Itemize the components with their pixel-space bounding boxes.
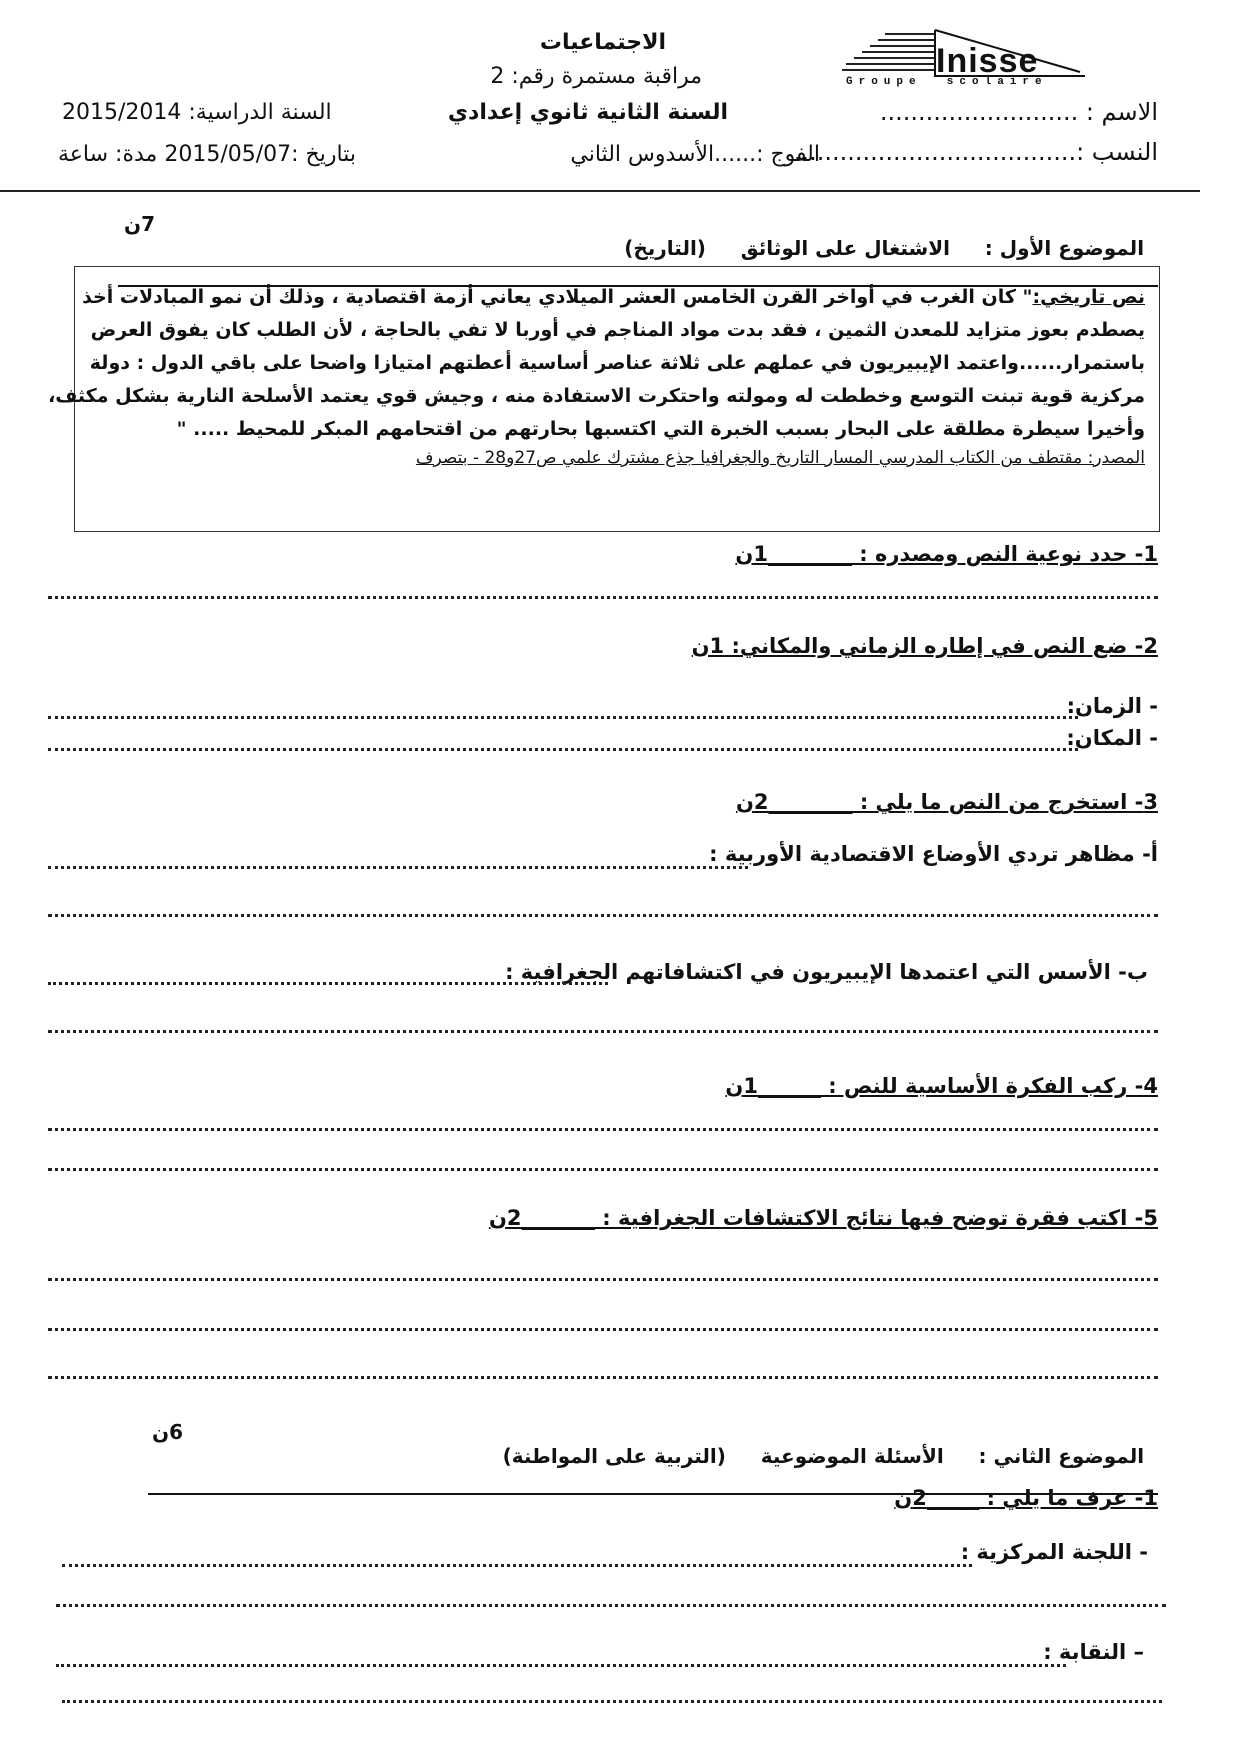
text-source: المصدر: مقتطف من الكتاب المدرسي المسار التاريخ والجغرافيا جذع مشترك علمي ص27و28 - بتصرف xyxy=(415,448,1145,468)
answer-line[interactable] xyxy=(48,1376,1158,1379)
union-label: – النقابة : xyxy=(1043,1640,1144,1664)
answer-line[interactable] xyxy=(48,748,1078,751)
answer-line[interactable] xyxy=(48,914,1158,917)
question-5: 5- اكتب فقرة توضح فيها نتائج الاكتشافات الجغرافية : _______2ن xyxy=(488,1206,1158,1230)
answer-line[interactable] xyxy=(56,1604,1166,1607)
historical-text-box xyxy=(48,266,1160,532)
answer-line[interactable] xyxy=(48,982,608,985)
question-3: 3- استخرج من النص ما يلي : ________2ن xyxy=(735,790,1158,814)
text-label: نص تاريخي: xyxy=(1032,286,1145,308)
text-line-1: نص تاريخي:" كان الغرب في أواخر القرن الخامس العشر الميلادي يعاني أزمة اقتصادية ، وذلك أن نمو المبادلات أخذ xyxy=(82,286,1145,308)
header-divider xyxy=(0,190,1200,192)
question-3a: أ- مظاهر تردي الأوضاع الاقتصادية الأوربية : xyxy=(709,842,1158,866)
question-2: 2- ضع النص في إطاره الزماني والمكاني: 1ن xyxy=(691,634,1158,658)
student-name-field[interactable]: الاسم : .......................... xyxy=(879,98,1158,126)
answer-line[interactable] xyxy=(48,1328,1158,1331)
answer-line[interactable] xyxy=(48,1030,1158,1033)
text-line-3: باستمرار......واعتمد الإيبيريون في عملهم على ثلاثة عناصر أساسية أعطتهم امتيازا واضحا على باقي الدول : دولة xyxy=(89,352,1145,374)
topic2-title: الموضوع الثاني : الأسئلة الموضوعية (التربية على المواطنة) xyxy=(502,1444,1145,1468)
level-label: السنة الثانية ثانوي إعدادي xyxy=(447,100,728,125)
exam-date: بتاريخ :2015/05/07 مدة: ساعة xyxy=(58,142,356,167)
answer-line[interactable] xyxy=(62,1564,972,1567)
answer-line[interactable] xyxy=(48,1278,1158,1281)
school-year: السنة الدراسية: 2015/2014 xyxy=(62,100,332,125)
group-label: الفوج :......الأسدوس الثاني xyxy=(570,142,820,167)
exam-title: مراقبة مستمرة رقم: 2 xyxy=(490,64,702,89)
time-label: - الزمان: xyxy=(1066,694,1158,718)
subject-title: الاجتماعيات xyxy=(539,30,666,55)
answer-line[interactable] xyxy=(48,866,748,869)
question-4: 4- ركب الفكرة الأساسية للنص : ______1ن xyxy=(725,1074,1158,1098)
answer-line[interactable] xyxy=(62,1700,1162,1703)
answer-line[interactable] xyxy=(48,1128,1158,1131)
topic2-heading xyxy=(148,1420,1158,1495)
logo-subtitle: Groupe scolaire xyxy=(846,76,1048,88)
text-line-2: يصطدم بعوز متزايد للمعدن الثمين ، فقد بدت مواد المناجم في أوربا لا تفي بالحاجة ، لأن الطلب كان يفوق العرض xyxy=(90,319,1145,341)
text-line-4: مركزية قوية تبنت التوسع وخططت له ومولته واحتكرت الاستفادة منه ، وجيش قوي يعتمد الأسلحة النارية بشكل مكثف، xyxy=(48,385,1145,407)
answer-line[interactable] xyxy=(48,716,1078,719)
central-committee-label: - اللجنة المركزية : xyxy=(960,1540,1148,1564)
topic2-question-1: 1- عرف ما يلي : _____2ن xyxy=(894,1486,1158,1510)
question-1: 1- حدد نوعية النص ومصدره : ________1ن xyxy=(735,542,1158,566)
topic1-title: الموضوع الأول : الاشتغال على الوثائق (التاريخ) xyxy=(624,236,1145,260)
topic2-points: 6ن xyxy=(152,1420,183,1444)
topic1-points: 7ن xyxy=(124,212,155,236)
place-label: - المكان: xyxy=(1066,726,1158,750)
answer-line[interactable] xyxy=(56,1664,1066,1667)
student-surname-field[interactable]: النسب :..................................... xyxy=(793,138,1158,166)
answer-line[interactable] xyxy=(48,1168,1158,1171)
school-logo xyxy=(840,28,1090,94)
logo-name: Inisse xyxy=(936,42,1039,80)
question-3b: ب- الأسس التي اعتمدها الإيبيريون في اكتشافاتهم الجغرافية : xyxy=(505,960,1148,984)
text-line-5: وأخيرا سيطرة مطلقة على البحار بسبب الخبرة التي اكتسبها بحارتهم من اقتحامهم المبكر للمحيط ..... " xyxy=(176,418,1145,440)
answer-line[interactable] xyxy=(48,596,1158,599)
